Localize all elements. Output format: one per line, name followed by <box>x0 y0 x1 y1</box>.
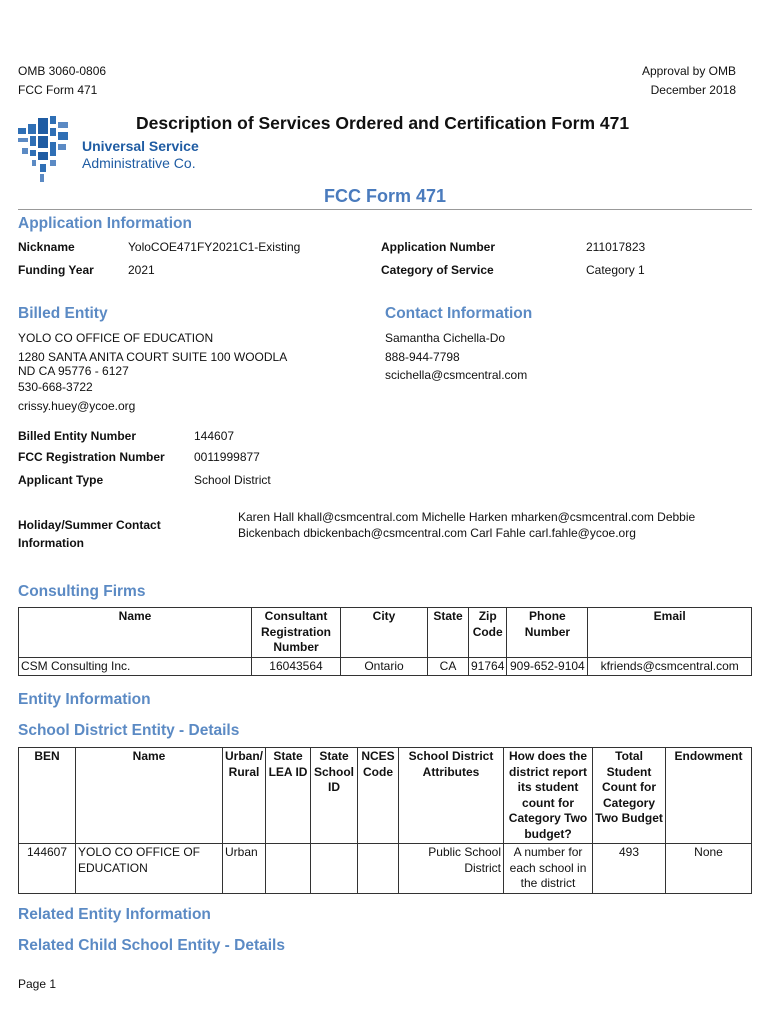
entity-endowment: None <box>666 844 752 894</box>
title-divider <box>18 209 752 210</box>
entity-state-lea-id <box>266 844 311 894</box>
application-number-value: 211017823 <box>586 240 646 254</box>
billed-entity-address-line-2: ND CA 95776 - 6127 <box>18 364 129 378</box>
consultant-state: CA <box>428 657 469 676</box>
billed-entity-number-label: Billed Entity Number <box>18 429 137 443</box>
section-school-district-entity-details: School District Entity - Details <box>18 722 240 739</box>
col-entity-name: Name <box>76 748 223 844</box>
page-number: Page 1 <box>18 977 57 991</box>
col-endowment: Endowment <box>666 748 752 844</box>
col-state-school-id: State School ID <box>311 748 358 844</box>
table-row <box>19 844 752 894</box>
col-consultant-registration-number: Consultant Registration Number <box>252 608 341 658</box>
consulting-header-row <box>19 608 752 658</box>
col-state: State <box>428 608 469 658</box>
section-related-entity-information: Related Entity Information <box>18 906 211 923</box>
section-billed-entity: Billed Entity <box>18 305 108 322</box>
col-phone-number: Phone Number <box>507 608 588 658</box>
omb-approval: Approval by OMB <box>641 64 736 78</box>
holiday-contact-label-line-2: Information <box>18 536 84 550</box>
consulting-firms-table <box>18 607 752 676</box>
entity-count-method: A number for each school in the district <box>504 844 593 894</box>
col-zip-code: Zip Code <box>469 608 507 658</box>
col-email: Email <box>588 608 752 658</box>
billed-entity-email: crissy.huey@ycoe.org <box>18 399 136 413</box>
billed-entity-name: YOLO CO OFFICE OF EDUCATION <box>18 331 214 345</box>
col-school-district-attributes: School District Attributes <box>399 748 504 844</box>
consultant-registration-number: 16043564 <box>252 657 341 676</box>
form-short-name: FCC Form 471 <box>18 83 98 97</box>
col-urban-rural: Urban/ Rural <box>223 748 266 844</box>
school-district-entity-table <box>18 747 752 894</box>
fcc-registration-number-label: FCC Registration Number <box>18 450 165 464</box>
col-nces-code: NCES Code <box>358 748 399 844</box>
holiday-contact-label-line-1: Holiday/Summer Contact <box>18 518 161 532</box>
funding-year-label: Funding Year <box>18 263 94 277</box>
logo-line-1: Universal Service <box>82 138 199 154</box>
logo-line-2: Administrative Co. <box>82 155 196 171</box>
entity-state-school-id <box>311 844 358 894</box>
holiday-contact-line-2: Bickenbach dbickenbach@csmcentral.com Carl Fahle carl.fahle@ycoe.org <box>238 526 636 540</box>
form-title: FCC Form 471 <box>323 186 447 206</box>
nickname-value: YoloCOE471FY2021C1-Existing <box>128 240 301 254</box>
omb-number: OMB 3060-0806 <box>18 64 107 78</box>
consultant-zip: 91764 <box>469 657 507 676</box>
holiday-contact-line-1: Karen Hall khall@csmcentral.com Michelle Harken mharken@csmcentral.com Debbie <box>238 510 696 524</box>
consultant-name: CSM Consulting Inc. <box>19 657 252 676</box>
contact-email: scichella@csmcentral.com <box>385 368 528 382</box>
fcc-registration-number-value: 0011999877 <box>194 450 260 464</box>
entity-total-student-count: 493 <box>593 844 666 894</box>
section-application-information: Application Information <box>18 215 192 232</box>
contact-name: Samantha Cichella-Do <box>385 331 506 345</box>
entity-attributes: Public School District <box>399 844 504 894</box>
col-state-lea-id: State LEA ID <box>266 748 311 844</box>
consultant-phone: 909-652-9104 <box>507 657 588 676</box>
application-number-label: Application Number <box>381 240 496 254</box>
col-name: Name <box>19 608 252 658</box>
nickname-label: Nickname <box>18 240 75 254</box>
col-total-student-count: Total Student Count for Category Two Budget <box>593 748 666 844</box>
entity-nces-code <box>358 844 399 894</box>
col-city: City <box>341 608 428 658</box>
entity-ben: 144607 <box>19 844 76 894</box>
entity-urban-rural: Urban <box>223 844 266 894</box>
applicant-type-value: School District <box>194 473 271 487</box>
billed-entity-phone: 530-668-3722 <box>18 380 93 394</box>
section-contact-information: Contact Information <box>385 305 533 322</box>
consultant-email: kfriends@csmcentral.com <box>588 657 752 676</box>
entity-header-row <box>19 748 752 844</box>
category-of-service-label: Category of Service <box>381 263 494 277</box>
col-ben: BEN <box>19 748 76 844</box>
applicant-type-label: Applicant Type <box>18 473 104 487</box>
funding-year-value: 2021 <box>128 263 155 277</box>
contact-phone: 888-944-7798 <box>385 350 460 364</box>
document-title: Description of Services Ordered and Certification Form 471 <box>136 113 630 133</box>
table-row <box>19 657 752 676</box>
consultant-city: Ontario <box>341 657 428 676</box>
billed-entity-address-line-1: 1280 SANTA ANITA COURT SUITE 100 WOODLA <box>18 350 288 364</box>
entity-name: YOLO CO OFFICE OF EDUCATION <box>76 844 223 894</box>
section-entity-information: Entity Information <box>18 691 151 708</box>
section-consulting-firms: Consulting Firms <box>18 583 146 600</box>
section-related-child-school-entity-details: Related Child School Entity - Details <box>18 937 285 954</box>
col-student-count-method: How does the district report its student count for Category Two budget? <box>504 748 593 844</box>
form-date: December 2018 <box>650 83 736 97</box>
category-of-service-value: Category 1 <box>586 263 645 277</box>
billed-entity-number-value: 144607 <box>194 429 235 443</box>
